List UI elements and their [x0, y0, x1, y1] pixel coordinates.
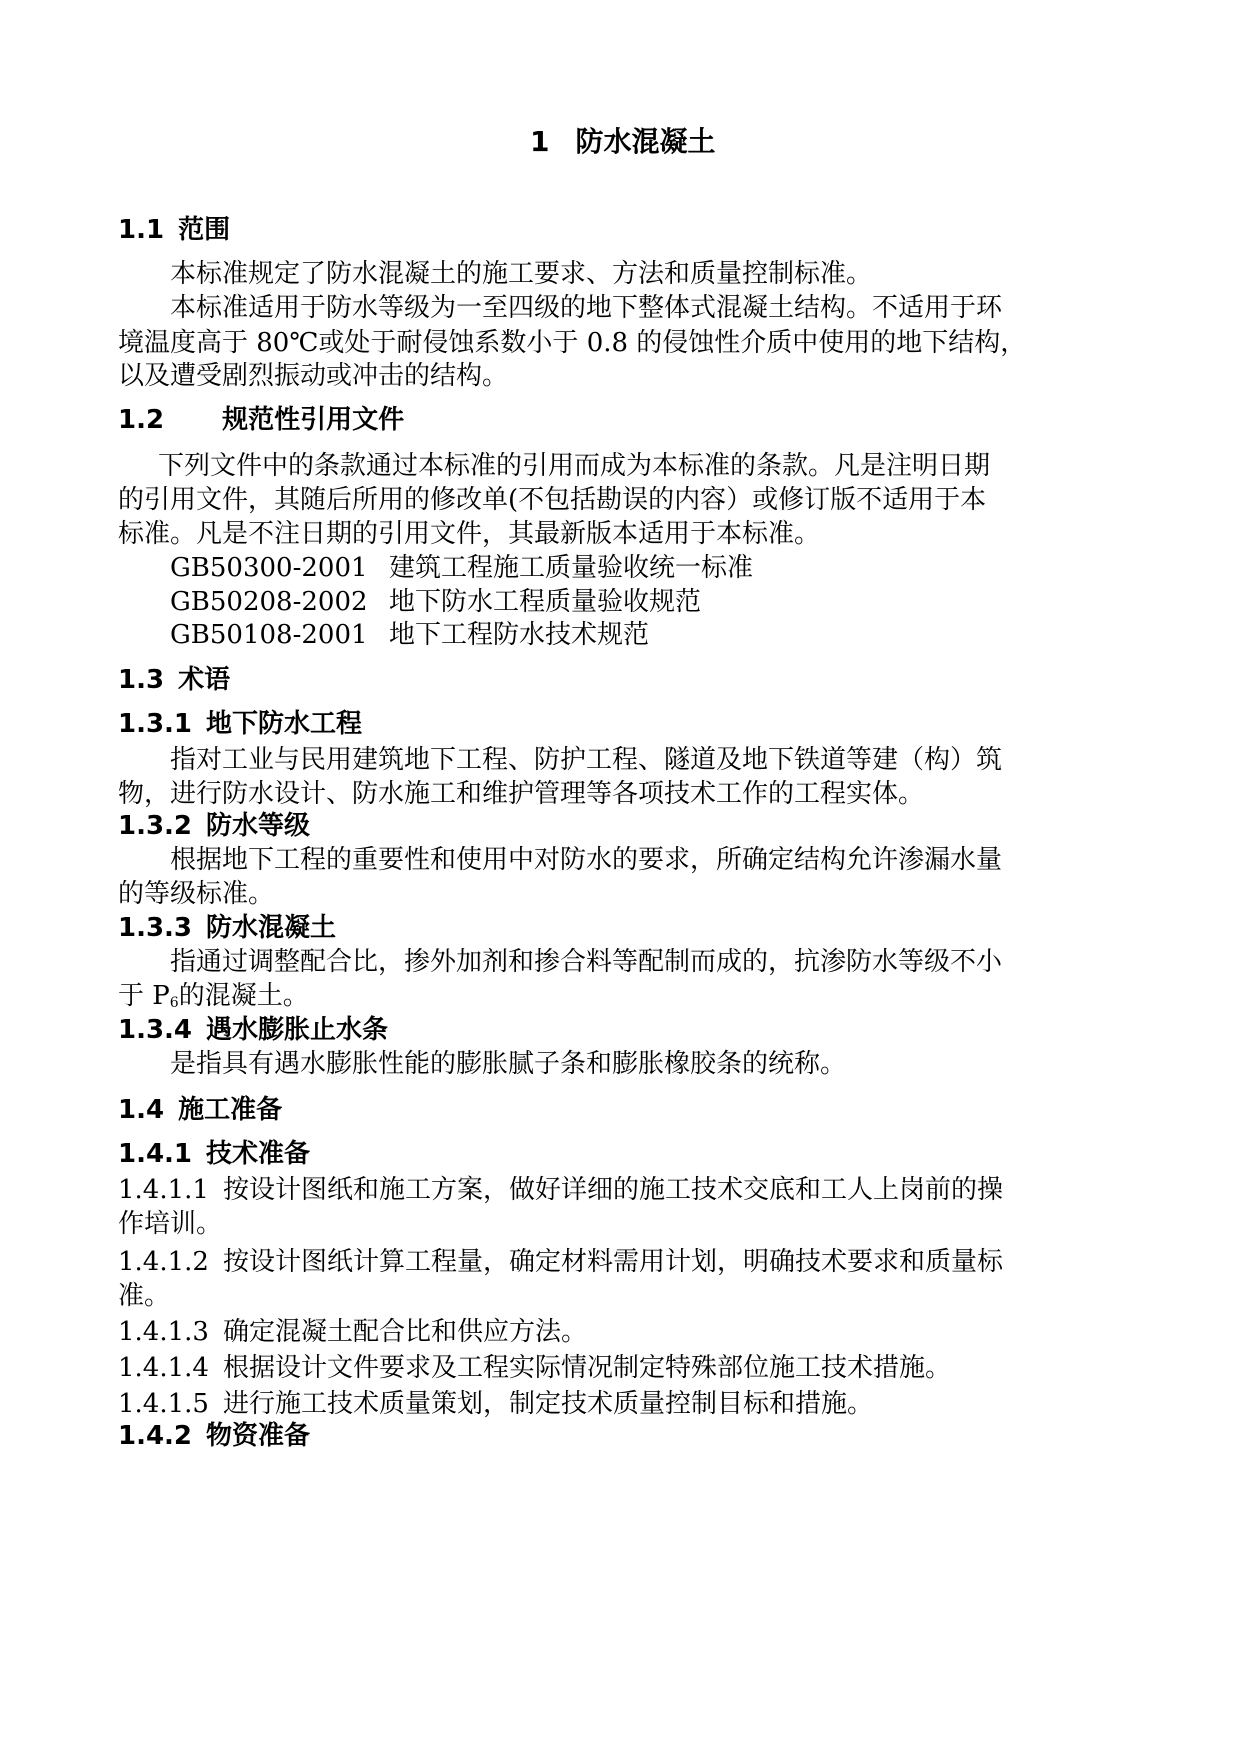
reference-code: GB50108-2001 — [170, 620, 368, 650]
paragraph-line: 本标准适用于防水等级为一至四级的地下整体式混凝土结构。不适用于环 — [170, 293, 1003, 323]
paragraph-line: 物，进行防水设计、防水施工和维护管理等各项技术工作的工程实体。 — [118, 779, 925, 809]
paragraph-line: 根据地下工程的重要性和使用中对防水的要求，所确定结构允许渗漏水量 — [170, 845, 1003, 875]
list-item: 1.4.1.3 确定混凝土配合比和供应方法。 — [118, 1317, 587, 1347]
section-1-3-heading: 1.3 术语 — [118, 665, 231, 695]
title-text: 防水混凝土 — [575, 125, 716, 158]
section-1-3-3-heading: 1.3.3 防水混凝土 — [118, 913, 337, 943]
paragraph-line: 本标准规定了防水混凝土的施工要求、方法和质量控制标准。 — [170, 259, 873, 289]
paragraph-line: 指对工业与民用建筑地下工程、防护工程、隧道及地下铁道等建（构）筑 — [170, 745, 1003, 775]
paragraph-line: 标准。凡是不注日期的引用文件，其最新版本适用于本标准。 — [118, 519, 821, 549]
list-item: 1.4.1.4 根据设计文件要求及工程实际情况制定特殊部位施工技术措施。 — [118, 1353, 951, 1383]
reference-item — [170, 550, 753, 586]
reference-item — [170, 617, 649, 653]
reference-name: 地下防水工程质量验收规范 — [389, 587, 702, 617]
reference-code: GB50208-2002 — [170, 587, 368, 617]
reference-name: 建筑工程施工质量验收统一标准 — [389, 553, 754, 583]
section-1-2-heading: 1.2 规范性引用文件 — [118, 405, 405, 435]
paragraph-line: 下列文件中的条款通过本标准的引用而成为本标准的条款。凡是注明日期 — [158, 451, 991, 481]
list-item-continuation: 作培训。 — [118, 1209, 223, 1239]
list-item: 1.4.1.2 按设计图纸计算工程量，确定材料需用计划，明确技术要求和质量标 — [118, 1247, 1003, 1277]
reference-item — [170, 584, 701, 620]
reference-code: GB50300-2001 — [170, 553, 368, 583]
section-1-3-1-heading: 1.3.1 地下防水工程 — [118, 709, 363, 739]
list-item: 1.4.1.1 按设计图纸和施工方案，做好详细的施工技术交底和工人上岗前的操 — [118, 1175, 1003, 1205]
paragraph-line: 以及遭受剧烈振动或冲击的结构。 — [118, 361, 509, 391]
section-1-4-1-heading: 1.4.1 技术准备 — [118, 1139, 311, 1169]
title-number: 1 — [530, 125, 550, 158]
reference-name: 地下工程防水技术规范 — [389, 620, 650, 650]
paragraph-line: 指通过调整配合比，掺外加剂和掺合料等配制而成的，抗渗防水等级不小 — [170, 947, 1003, 977]
section-1-3-4-heading: 1.3.4 遇水膨胀止水条 — [118, 1015, 389, 1045]
section-1-4-2-heading: 1.4.2 物资准备 — [118, 1421, 311, 1451]
paragraph-line: 的等级标准。 — [118, 879, 275, 909]
document-title — [530, 124, 716, 160]
paragraph-line: 的引用文件，其随后所用的修改单(不包括勘误的内容）或修订版不适用于本 — [118, 485, 987, 515]
section-1-1-heading: 1.1 范围 — [118, 215, 231, 245]
paragraph-line: 于 $P_6$的混凝土。 — [118, 981, 309, 1011]
paragraph-line: 境温度高于 80℃或处于耐侵蚀系数小于 0.8 的侵蚀性介质中使用的地下结构， — [118, 328, 1027, 358]
list-item-continuation: 准。 — [118, 1281, 171, 1311]
subscript: 6 — [169, 995, 179, 1011]
section-1-4-heading: 1.4 施工准备 — [118, 1095, 283, 1125]
list-item: 1.4.1.5 进行施工技术质量策划，制定技术质量控制目标和措施。 — [118, 1389, 873, 1419]
paragraph-line: 是指具有遇水膨胀性能的膨胀腻子条和膨胀橡胶条的统称。 — [170, 1049, 847, 1079]
section-1-3-2-heading: 1.3.2 防水等级 — [118, 811, 311, 841]
